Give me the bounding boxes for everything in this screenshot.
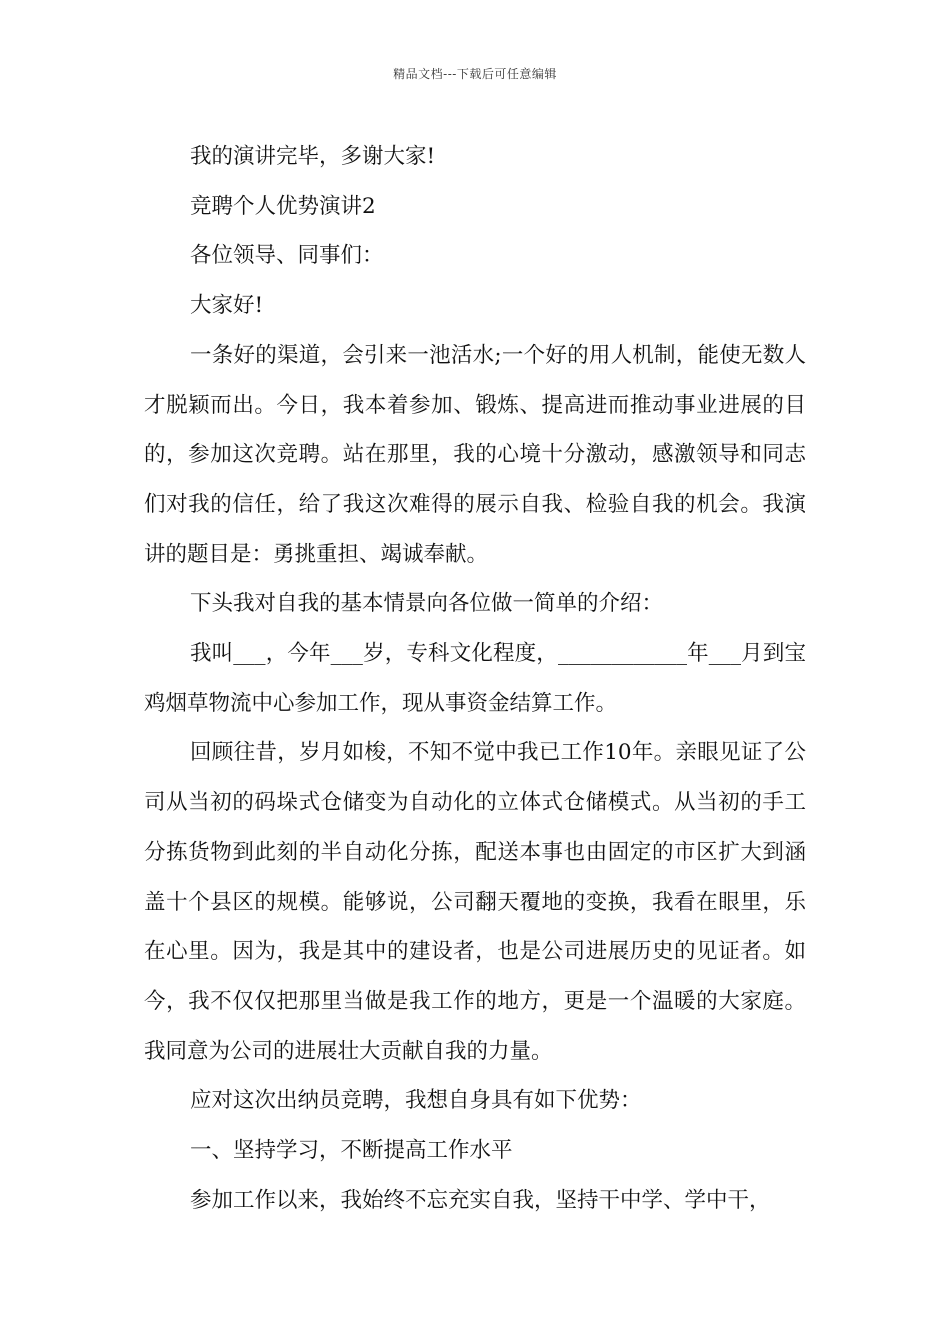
paragraph-section-body: 参加工作以来，我始终不忘充实自我，坚持干中学、学中干， <box>190 1187 771 1213</box>
paragraph-salutation: 各位领导、同事们： <box>190 243 384 269</box>
paragraph-closing: 我的演讲完毕，多谢大家! <box>190 144 436 169</box>
page-header: 精品文档---下载后可任意编辑 <box>393 67 557 81</box>
paragraph-greeting: 大家好! <box>190 293 264 319</box>
paragraph-retrospect: 回顾往昔，岁月如梭，不知不觉中我已工作10年。亲眼见证了公司从当初的码垛式仓储变为自动化的立体式仓储模式。从当初的手工分拣货物到此刻的半自动化分拣，配送本事也由固定的市区扩大到涵盖十个县区的规模。能够说，公司翻天覆地的变换，我看在眼里，乐在心里。因为，我是其中的建设者，也是公司进展历史的见证者。如今，我不仅仅把那里当做是我工作的地方，更是一个温暖的大家庭。我同意为公司的进展壮大贡献自我的力量。 <box>144 740 806 1064</box>
paragraph-title: 竞聘个人优势演讲2 <box>190 193 376 219</box>
paragraph-section-heading: 一、坚持学习，不断提高工作水平 <box>190 1138 513 1164</box>
paragraph-advantages-lead: 应对这次出纳员竞聘，我想自身具有如下优势： <box>190 1088 642 1114</box>
document-body <box>144 132 806 1225</box>
paragraph-intro: 一条好的渠道，会引来一池活水;一个好的用人机制，能使无数人才脱颖而出。今日，我本着参加、锻炼、提高进而推动事业进展的目的，参加这次竞聘。站在那里，我的心境十分激动，感激领导和同志们对我的信任，给了我这次难得的展示自我、检验自我的机会。我演讲的题目是：勇挑重担、竭诚奉献。 <box>144 342 806 567</box>
paragraph-self-intro: 我叫___，今年___岁，专科文化程度，____________年___月到宝鸡烟草物流中心参加工作，现从事资金结算工作。 <box>144 641 806 716</box>
paragraph-self-intro-lead: 下头我对自我的基本情景向各位做一简单的介绍： <box>190 591 664 617</box>
